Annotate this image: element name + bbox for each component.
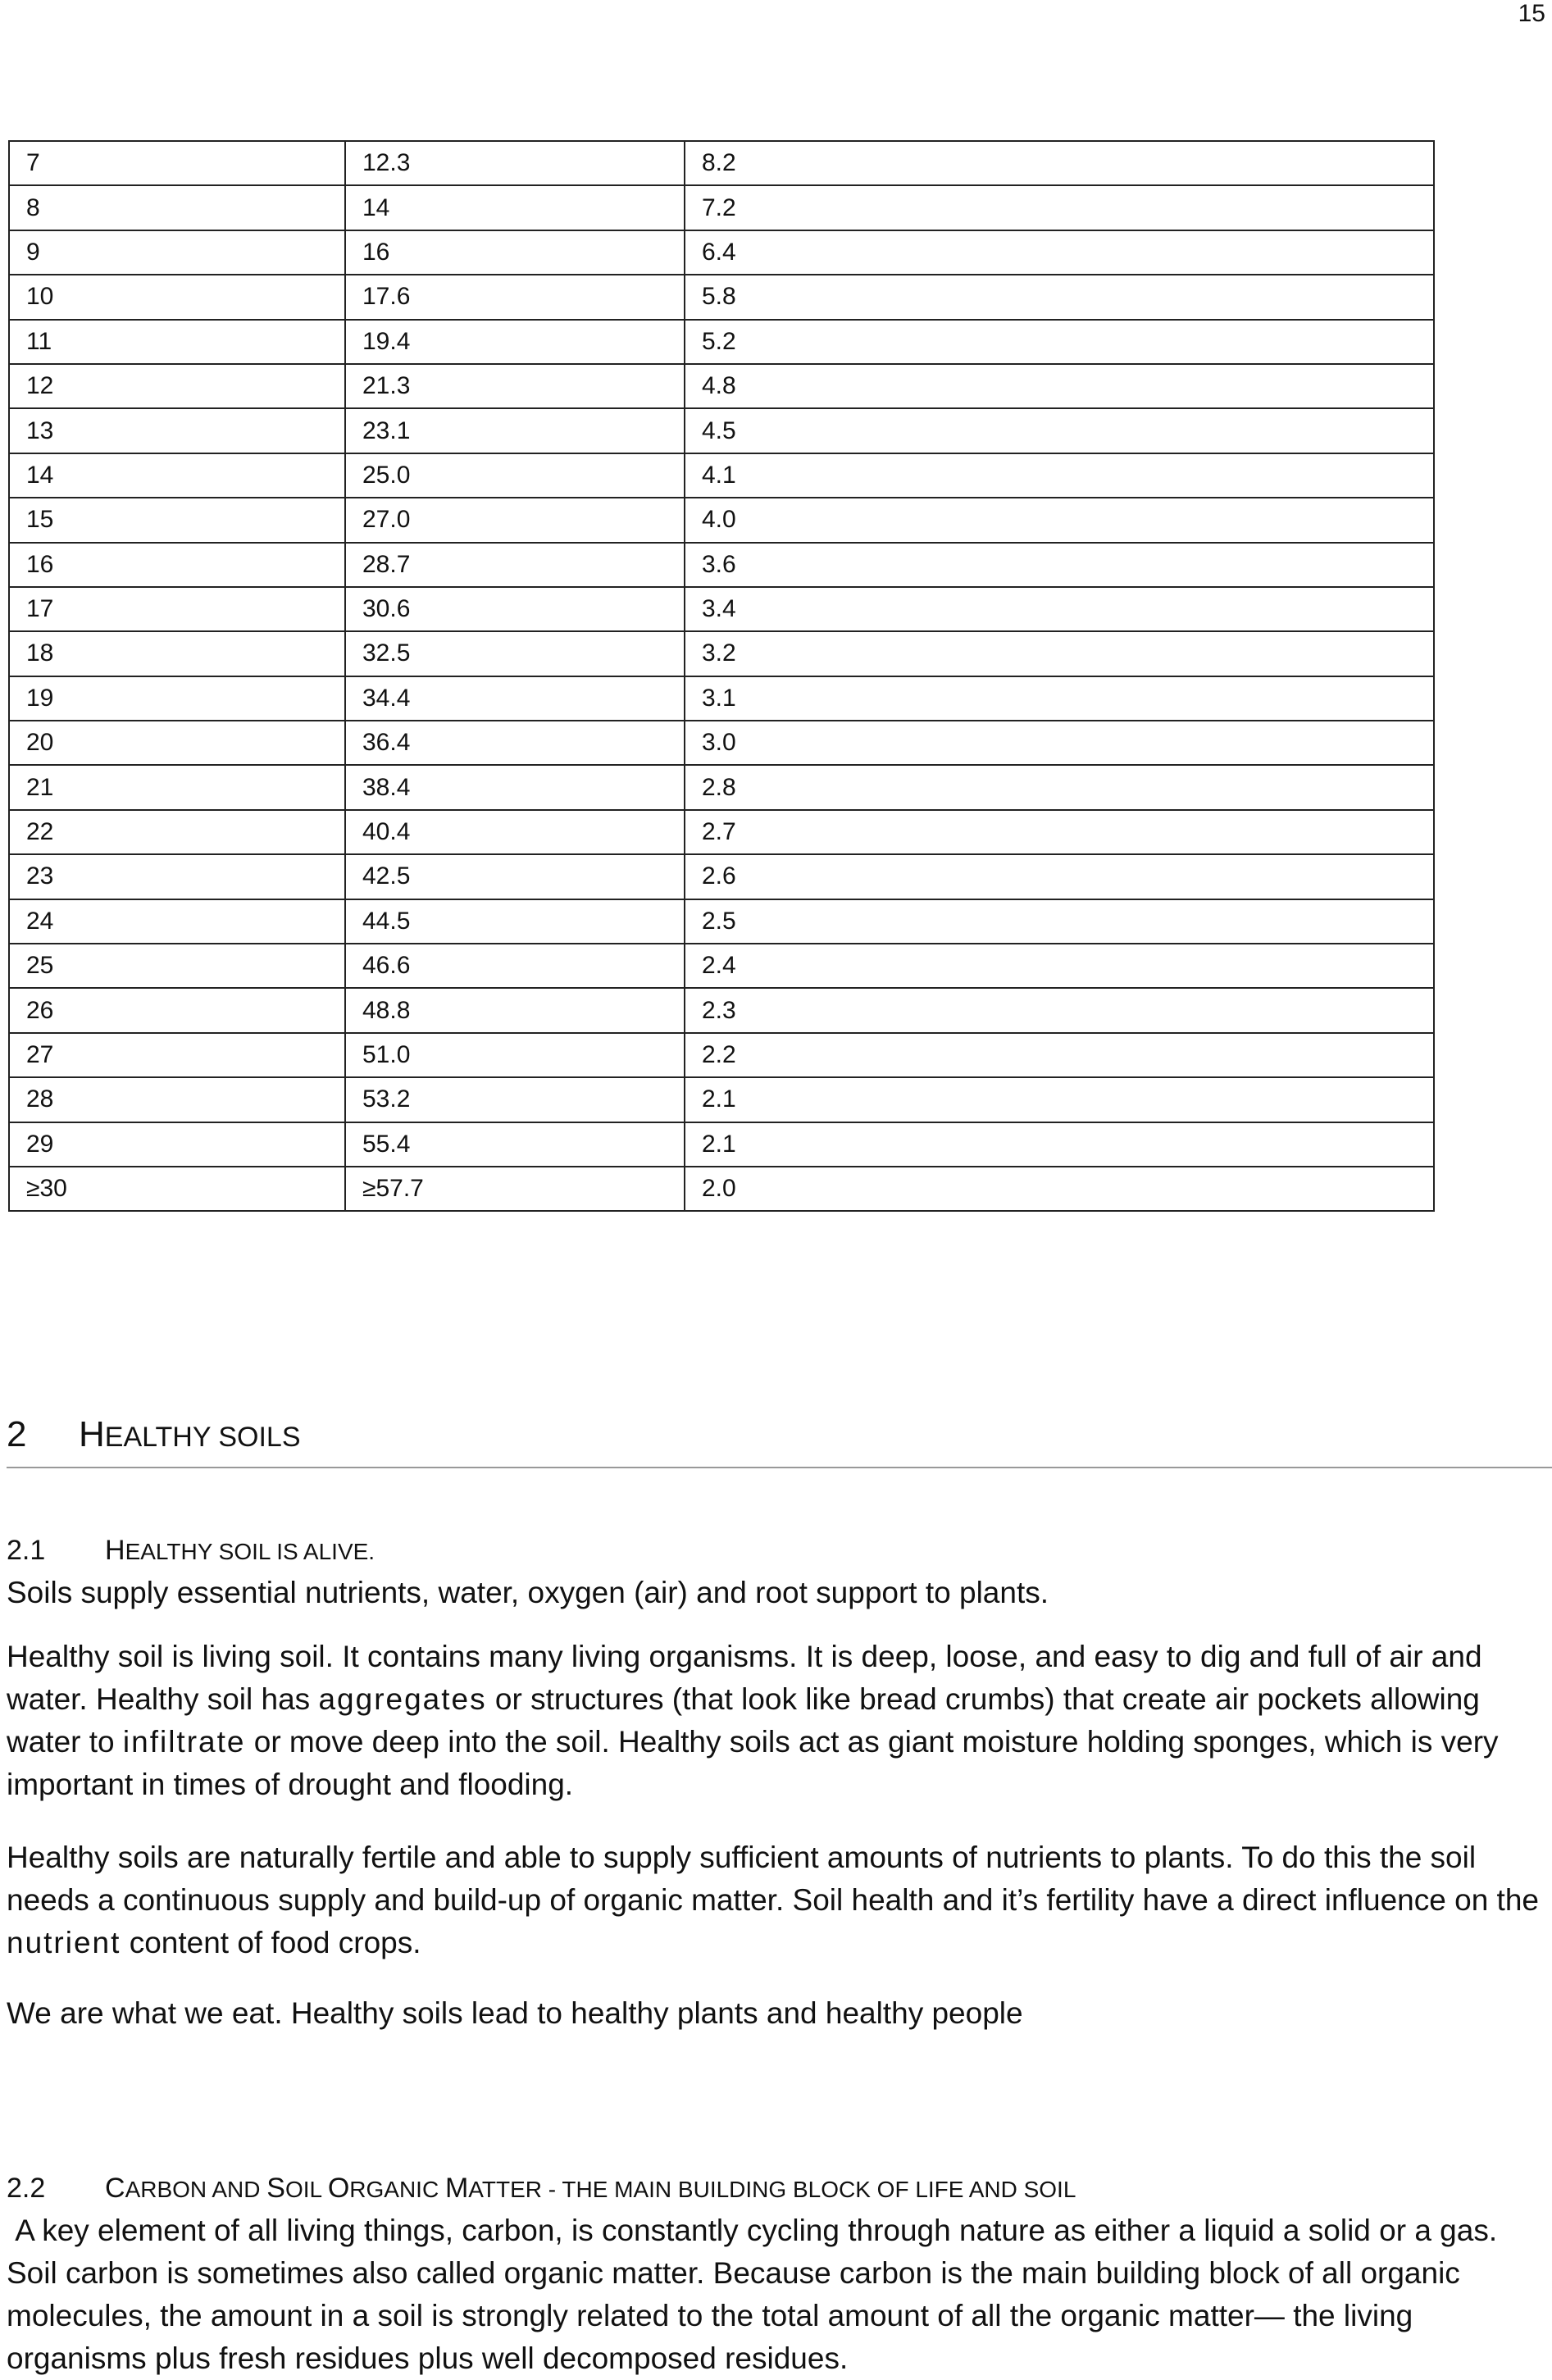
- table-cell: 17.6: [345, 275, 685, 319]
- paragraph-we-are-what-we-eat: We are what we eat. Healthy soils lead to healthy plants and healthy people: [7, 1996, 1023, 2030]
- table-cell: 46.6: [345, 944, 685, 988]
- table-row: [9, 364, 1434, 408]
- paragraph-intro: Soils supply essential nutrients, water, oxygen (air) and root support to plants.: [7, 1576, 1049, 1609]
- table-cell: 28.7: [345, 543, 685, 587]
- table-cell: 21.3: [345, 364, 685, 408]
- table-cell: 11: [9, 320, 345, 364]
- table-cell: 12.3: [345, 141, 685, 185]
- table-cell: 23: [9, 854, 345, 899]
- table-cell: 2.0: [685, 1167, 1434, 1211]
- table-row: [9, 1077, 1434, 1122]
- term-nutrient: nutrient: [7, 1926, 121, 1959]
- table-cell: 16: [345, 230, 685, 275]
- table-cell: 48.8: [345, 988, 685, 1032]
- table-cell: 3.2: [685, 631, 1434, 676]
- table-cell: 44.5: [345, 899, 685, 944]
- table-cell: 29: [9, 1122, 345, 1167]
- table-cell: 4.1: [685, 453, 1434, 498]
- text-segment: or move deep into the soil. Healthy soils act as giant moisture holding sponges, which is very important in times of drought and flooding.: [7, 1725, 1499, 1801]
- section-heading-healthy-soils: [7, 1414, 1552, 1468]
- table-cell: 3.6: [685, 543, 1434, 587]
- table-cell: 2.1: [685, 1077, 1434, 1122]
- table-row: [9, 810, 1434, 854]
- table-row: [9, 543, 1434, 587]
- table-cell: 20: [9, 721, 345, 765]
- table-cell: 30.6: [345, 587, 685, 631]
- table-cell: 53.2: [345, 1077, 685, 1122]
- table-row: [9, 899, 1434, 944]
- text-segment: content of food crops.: [121, 1926, 421, 1959]
- table-cell: 23.1: [345, 408, 685, 453]
- table-cell: 7: [9, 141, 345, 185]
- title-part: C: [105, 2173, 125, 2204]
- paragraph-carbon: A key element of all living things, carbon, is constantly cycling through nature as either a liquid a solid or a gas. Soil carbon is sometimes also called organic matter. Because carbon is the main building block of all organic molecules, the amount in a soil is strongly related to the total amount of all the organic matter— the living organisms plus fresh residues plus well decomposed residues.: [7, 2214, 1506, 2375]
- table-cell: 12: [9, 364, 345, 408]
- text-segment: or structures (that look like bread crumbs) that create air pockets allowing water to: [7, 1682, 1480, 1759]
- table-row: [9, 631, 1434, 676]
- table-cell: 3.4: [685, 587, 1434, 631]
- term-infiltrate: infiltrate: [122, 1725, 246, 1759]
- text-segment: Healthy soils are naturally fertile and able to supply sufficient amounts of nutrients to plants. To do this the soil needs a continuous supply and build-up of organic matter. Soil health and it’s fertility have a direct influence on the: [7, 1841, 1539, 1917]
- table-cell: 27: [9, 1033, 345, 1077]
- title-part: S: [266, 2173, 285, 2204]
- table-cell: 13: [9, 408, 345, 453]
- title-part: O: [327, 2173, 350, 2204]
- table-cell: 24: [9, 899, 345, 944]
- paragraph-healthy-soil-fertile: [7, 1836, 1548, 1964]
- title-part: ATTER - THE MAIN BUILDING BLOCK OF LIFE AND SOIL: [468, 2177, 1076, 2202]
- subsection-number: 2.1: [7, 1535, 46, 1566]
- table-cell: 25: [9, 944, 345, 988]
- subsection-heading-2-1: [7, 1535, 375, 1567]
- table-cell: 21: [9, 765, 345, 809]
- table-row: [9, 944, 1434, 988]
- subsection-title-initial: H: [105, 1535, 125, 1566]
- table-cell: 2.2: [685, 1033, 1434, 1077]
- table-cell: 2.8: [685, 765, 1434, 809]
- table-cell: 6.4: [685, 230, 1434, 275]
- table-cell: ≥30: [9, 1167, 345, 1211]
- table-row: [9, 765, 1434, 809]
- table-row: [9, 1122, 1434, 1167]
- table-row: [9, 854, 1434, 899]
- table-cell: 4.0: [685, 498, 1434, 542]
- table-cell: 36.4: [345, 721, 685, 765]
- table-row: [9, 275, 1434, 319]
- table-cell: 14: [345, 185, 685, 230]
- table-cell: 26: [9, 988, 345, 1032]
- data-table: [8, 140, 1435, 1212]
- table-cell: 15: [9, 498, 345, 542]
- table-cell: 27.0: [345, 498, 685, 542]
- table-cell: 3.0: [685, 721, 1434, 765]
- table-row: [9, 676, 1434, 721]
- table-cell: 10: [9, 275, 345, 319]
- table-cell: 32.5: [345, 631, 685, 676]
- section-title-initial: H: [79, 1414, 105, 1454]
- table-cell: 2.1: [685, 1122, 1434, 1167]
- table-row: [9, 988, 1434, 1032]
- table-cell: 14: [9, 453, 345, 498]
- table-cell: 19: [9, 676, 345, 721]
- table-row: [9, 141, 1434, 185]
- table-cell: 16: [9, 543, 345, 587]
- title-part: RGANIC: [349, 2177, 445, 2202]
- page-number: 15: [1518, 0, 1545, 27]
- section-number: 2: [7, 1414, 27, 1454]
- table-cell: 8: [9, 185, 345, 230]
- table-cell: 25.0: [345, 453, 685, 498]
- paragraph-healthy-soil-living: [7, 1636, 1548, 1806]
- title-part: M: [444, 2173, 469, 2204]
- subsection-heading-2-2: [7, 2173, 1076, 2205]
- section-title-rest: EALTHY SOILS: [104, 1422, 301, 1453]
- subsection-number: 2.2: [7, 2173, 46, 2204]
- table-row: [9, 1167, 1434, 1211]
- table-cell: 42.5: [345, 854, 685, 899]
- table-cell: 55.4: [345, 1122, 685, 1167]
- term-aggregates: aggregates: [318, 1682, 487, 1716]
- table-row: [9, 453, 1434, 498]
- table-cell: 4.5: [685, 408, 1434, 453]
- table-cell: 8.2: [685, 141, 1434, 185]
- table-cell: 17: [9, 587, 345, 631]
- table-cell: 2.6: [685, 854, 1434, 899]
- table-cell: 2.3: [685, 988, 1434, 1032]
- table-row: [9, 320, 1434, 364]
- title-part: OIL: [284, 2177, 328, 2202]
- table-cell: 2.5: [685, 899, 1434, 944]
- table-cell: 22: [9, 810, 345, 854]
- table-cell: 34.4: [345, 676, 685, 721]
- title-part: ARBON AND: [125, 2177, 267, 2202]
- table-row: [9, 230, 1434, 275]
- table-cell: 9: [9, 230, 345, 275]
- table-cell: 51.0: [345, 1033, 685, 1077]
- text-segment: Healthy soil is living soil. It contains many living organisms. It is deep, loose, and easy to dig and full of air and water. Healthy soil has: [7, 1640, 1482, 1716]
- table-cell: 5.2: [685, 320, 1434, 364]
- table-cell: 18: [9, 631, 345, 676]
- table-row: [9, 1033, 1434, 1077]
- table-row: [9, 587, 1434, 631]
- table-cell: ≥57.7: [345, 1167, 685, 1211]
- table-cell: 40.4: [345, 810, 685, 854]
- table-cell: 2.7: [685, 810, 1434, 854]
- table-cell: 7.2: [685, 185, 1434, 230]
- table-cell: 28: [9, 1077, 345, 1122]
- table-row: [9, 498, 1434, 542]
- table-row: [9, 185, 1434, 230]
- table-row: [9, 721, 1434, 765]
- table-cell: 4.8: [685, 364, 1434, 408]
- subsection-title-rest: EALTHY SOIL IS ALIVE.: [125, 1539, 375, 1564]
- table-cell: 2.4: [685, 944, 1434, 988]
- table-cell: 38.4: [345, 765, 685, 809]
- table-cell: 3.1: [685, 676, 1434, 721]
- table-cell: 19.4: [345, 320, 685, 364]
- table-row: [9, 408, 1434, 453]
- table-cell: 5.8: [685, 275, 1434, 319]
